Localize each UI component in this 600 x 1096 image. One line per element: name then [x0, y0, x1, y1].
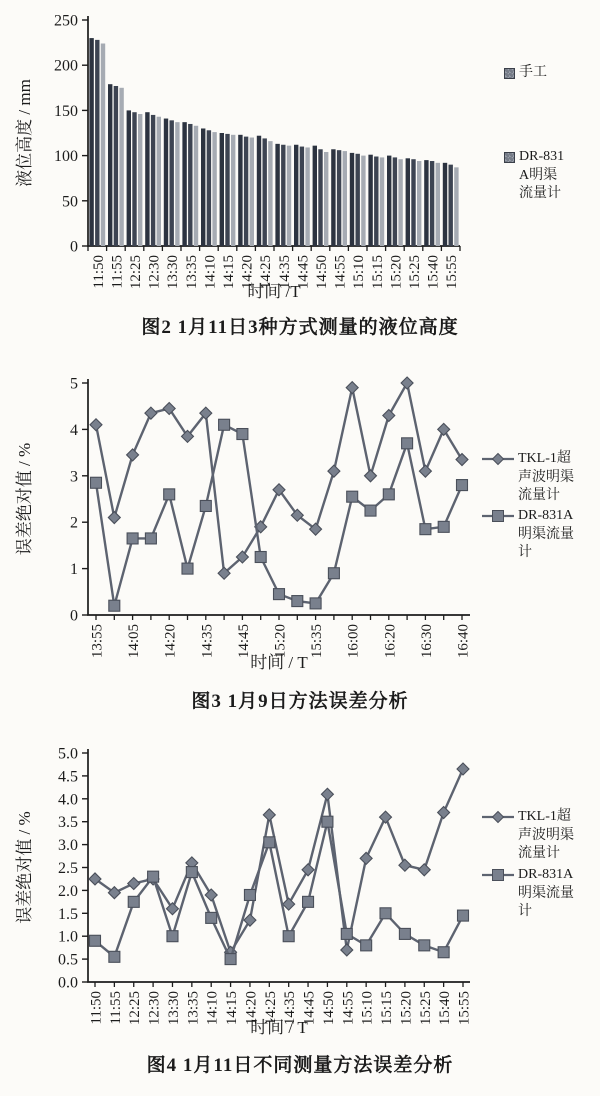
svg-text:11:50: 11:50	[88, 991, 105, 1025]
svg-text:时间 /T: 时间 /T	[247, 282, 301, 301]
svg-text:15:20: 15:20	[398, 991, 415, 1026]
svg-text:0.0: 0.0	[58, 974, 78, 992]
svg-text:时间 / T: 时间 / T	[250, 1018, 308, 1037]
svg-text:14:35: 14:35	[199, 624, 216, 659]
svg-text:2.5: 2.5	[58, 860, 78, 877]
legend-label: TKL-1超声波明渠流量计	[518, 451, 574, 503]
svg-text:13:35: 13:35	[185, 991, 202, 1026]
svg-text:150: 150	[54, 102, 78, 120]
svg-text:200: 200	[54, 57, 78, 75]
svg-text:误差绝对值 / %: 误差绝对值 / %	[15, 811, 34, 924]
legend-label: TKL-1超声波明渠流量计	[518, 809, 574, 861]
svg-text:13:55: 13:55	[89, 624, 106, 659]
svg-text:3: 3	[70, 468, 78, 486]
figure-4-legend-item-tkl1	[482, 808, 576, 864]
svg-text:15:40: 15:40	[437, 991, 454, 1026]
svg-text:16:30: 16:30	[418, 624, 435, 659]
svg-text:14:45: 14:45	[235, 624, 252, 659]
svg-text:15:55: 15:55	[444, 255, 461, 290]
svg-text:3.0: 3.0	[58, 837, 78, 855]
figure-2-legend-item-dr831a	[504, 148, 571, 204]
svg-text:0: 0	[70, 238, 78, 256]
svg-text:误差绝对值 / %: 误差绝对值 / %	[15, 442, 34, 556]
legend-label: DR-831A明渠流量计	[518, 508, 574, 560]
svg-text:4: 4	[70, 421, 78, 439]
svg-text:11:55: 11:55	[107, 991, 124, 1025]
figure-3-legend-item-tkl1	[482, 450, 576, 506]
svg-text:15:25: 15:25	[407, 255, 423, 290]
dr831a-series-swatch-icon	[504, 152, 515, 163]
svg-text:11:50: 11:50	[90, 255, 107, 289]
svg-text:12:30: 12:30	[146, 991, 163, 1026]
svg-text:14:20: 14:20	[239, 255, 256, 290]
svg-text:14:25: 14:25	[262, 991, 279, 1026]
square-marker-icon	[482, 868, 514, 882]
svg-text:5.0: 5.0	[58, 745, 78, 763]
svg-text:1.0: 1.0	[58, 928, 78, 946]
manual-series-swatch-icon	[504, 68, 515, 79]
svg-text:14:20: 14:20	[243, 991, 260, 1026]
legend-label: 手工	[519, 65, 547, 80]
legend-label: DR-831A明渠流量计	[519, 149, 565, 201]
svg-text:16:00: 16:00	[345, 624, 362, 659]
svg-text:15:15: 15:15	[379, 991, 396, 1026]
figure-2-legend-item-manual	[504, 64, 571, 83]
svg-text:1: 1	[70, 561, 78, 579]
svg-text:2: 2	[70, 514, 78, 532]
svg-text:4.5: 4.5	[58, 768, 78, 786]
svg-text:14:15: 14:15	[224, 991, 241, 1026]
svg-text:12:25: 12:25	[127, 991, 144, 1026]
svg-text:11:55: 11:55	[109, 255, 126, 289]
svg-text:4.0: 4.0	[58, 791, 78, 809]
svg-text:0: 0	[70, 607, 78, 625]
svg-text:15:55: 15:55	[456, 991, 473, 1026]
svg-text:2.0: 2.0	[58, 882, 78, 900]
svg-text:14:15: 14:15	[221, 255, 237, 290]
svg-text:16:40: 16:40	[455, 624, 472, 659]
svg-text:15:10: 15:10	[351, 255, 368, 290]
figure-3-legend-item-dr831a	[482, 507, 576, 563]
svg-text:14:10: 14:10	[204, 991, 221, 1026]
svg-text:100: 100	[54, 148, 78, 166]
svg-text:14:45: 14:45	[301, 991, 318, 1026]
svg-text:15:20: 15:20	[388, 255, 405, 290]
svg-text:15:25: 15:25	[417, 991, 434, 1026]
svg-text:14:55: 14:55	[340, 991, 357, 1026]
svg-text:15:35: 15:35	[309, 624, 326, 659]
svg-text:1.5: 1.5	[58, 905, 78, 923]
svg-text:14:05: 14:05	[126, 624, 143, 659]
svg-text:12:30: 12:30	[146, 255, 163, 290]
figure-4-caption: 图4 1月11日不同测量方法误差分析	[146, 1055, 454, 1076]
svg-text:14:50: 14:50	[320, 991, 337, 1026]
svg-text:15:20: 15:20	[272, 624, 289, 659]
svg-text:14:50: 14:50	[314, 255, 330, 290]
svg-text:14:35: 14:35	[276, 255, 293, 290]
svg-text:13:30: 13:30	[165, 255, 182, 290]
svg-text:13:30: 13:30	[165, 991, 182, 1026]
svg-text:13:35: 13:35	[183, 255, 200, 290]
svg-text:12:25: 12:25	[128, 255, 144, 290]
svg-text:50: 50	[62, 193, 78, 211]
figure-3-caption: 图3 1月9日方法误差分析	[191, 691, 409, 712]
svg-text:14:10: 14:10	[202, 255, 219, 290]
svg-text:15:15: 15:15	[369, 255, 386, 290]
legend-label: DR-831A明渠流量计	[518, 867, 574, 919]
svg-text:液位高度 / mm: 液位高度 / mm	[15, 79, 34, 187]
svg-text:250: 250	[54, 12, 78, 30]
svg-text:16:20: 16:20	[382, 624, 399, 659]
svg-text:15:40: 15:40	[425, 255, 442, 290]
figure-4-legend-item-dr831a	[482, 866, 576, 922]
svg-text:14:45: 14:45	[295, 255, 312, 290]
svg-text:0.5: 0.5	[58, 951, 78, 969]
svg-text:14:25: 14:25	[258, 255, 275, 290]
figure-2-caption: 图2 1月11日3种方式测量的液位高度	[141, 317, 459, 338]
svg-text:3.5: 3.5	[58, 814, 78, 832]
svg-text:14:35: 14:35	[282, 991, 299, 1026]
square-marker-icon	[482, 509, 514, 523]
svg-text:14:55: 14:55	[332, 255, 349, 290]
svg-text:时间 / T: 时间 / T	[250, 653, 308, 672]
diamond-marker-icon	[482, 810, 514, 824]
diamond-marker-icon	[482, 452, 514, 466]
svg-text:14:20: 14:20	[162, 624, 179, 659]
svg-text:15:10: 15:10	[359, 991, 376, 1026]
svg-text:5: 5	[70, 375, 78, 393]
